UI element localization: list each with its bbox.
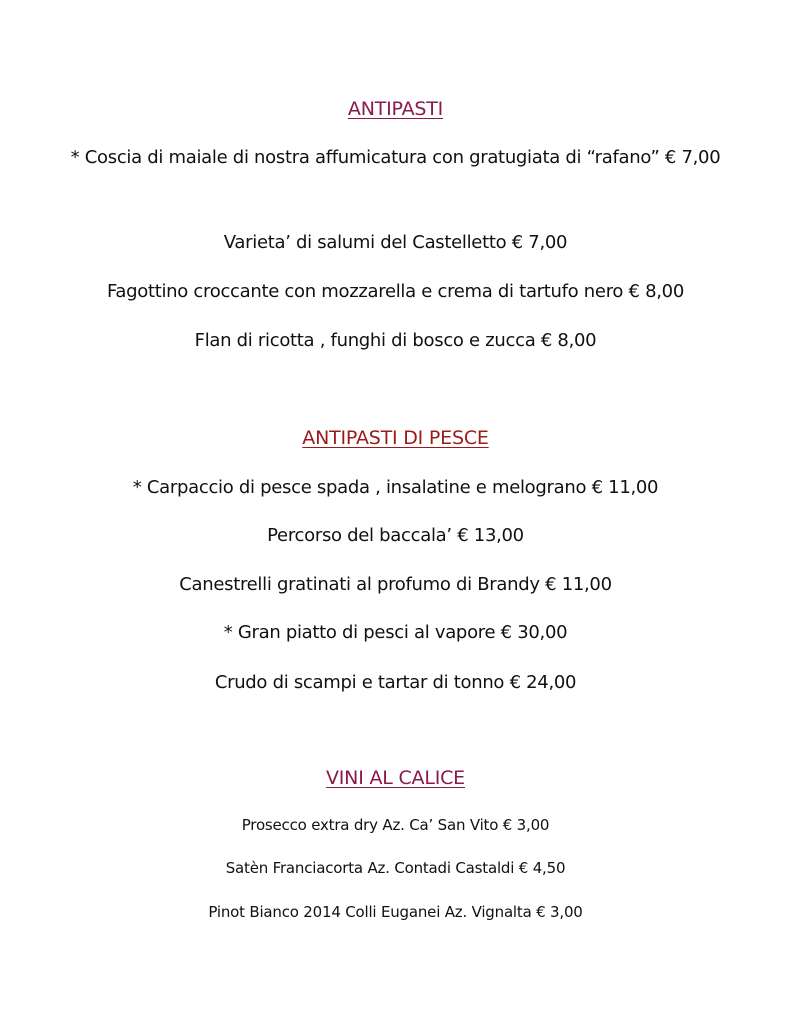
section-title-antipasti: ANTIPASTI [347,98,444,120]
menu-item: * Coscia di maiale di nostra affumicatura con gratugiata di “rafano” € 7,00 [70,147,721,168]
menu-item: Flan di ricotta , funghi di bosco e zucca € 8,00 [194,330,597,351]
wine-item: Prosecco extra dry Az. Ca’ San Vito € 3,00 [241,816,550,834]
menu-item: Percorso del baccala’ € 13,00 [267,525,524,546]
section-title-antipasti-di-pesce: ANTIPASTI DI PESCE [302,427,489,449]
section-title-vini-al-calice: VINI AL CALICE [325,767,465,789]
menu-item: Fagottino croccante con mozzarella e crema di tartufo nero € 8,00 [107,281,684,302]
menu-item: * Gran piatto di pesci al vapore € 30,00 [223,622,568,643]
menu-item: Varieta’ di salumi del Castelletto € 7,00 [223,232,568,253]
wine-item: Satèn Franciacorta Az. Contadi Castaldi € 4,50 [225,859,566,877]
menu-item: * Carpaccio di pesce spada , insalatine e melograno € 11,00 [132,477,659,498]
wine-item: Pinot Bianco 2014 Colli Euganei Az. Vignalta € 3,00 [208,903,583,921]
menu-item: Crudo di scampi e tartar di tonno € 24,00 [214,672,577,693]
menu-item: Canestrelli gratinati al profumo di Brandy € 11,00 [179,574,612,595]
